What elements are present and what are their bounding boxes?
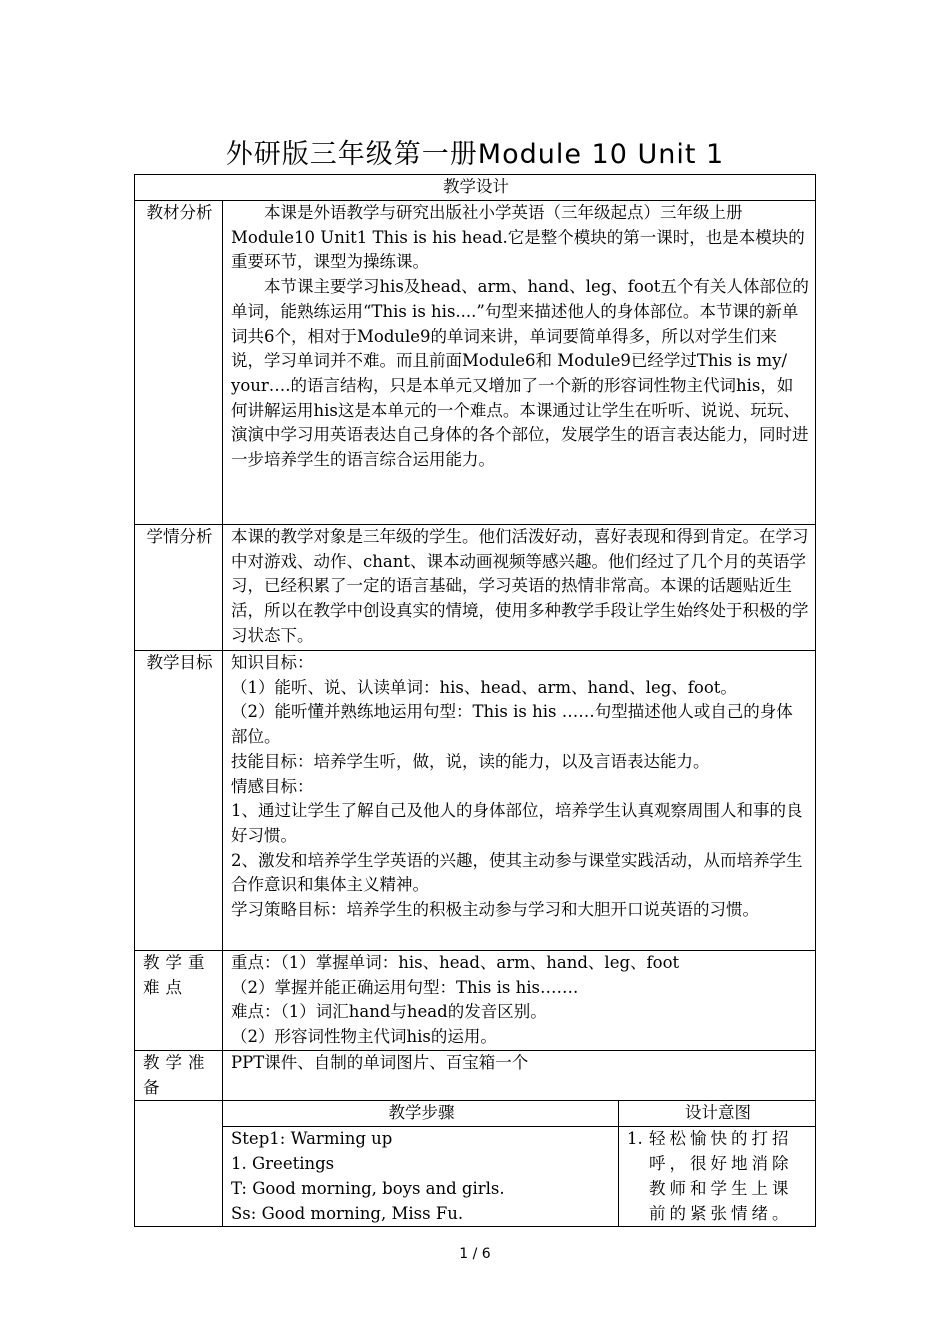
textbook-analysis-content [223,201,816,525]
step-line: T: Good morning, boys and girls. [231,1178,505,1198]
row-label-textbook-analysis: 教材分析 [135,201,223,525]
teaching-goals-content [223,651,816,951]
paragraph: 本课是外语教学与研究出版社小学英语（三年级起点）三年级上册Module10 Unit1 This is his head.它是整个模块的第一课时，也是本模块的重要环节，课型为操练课。 [231,203,805,272]
document-title: 外研版三年级第一册Module 10 Unit 1 [225,139,725,170]
step-line: Ss: Good morning, Miss Fu. [231,1203,464,1223]
goal-line: 情感目标： [231,776,314,796]
key-point-line: 重点：（1）掌握单词：his、head、arm、hand、leg、foot [231,953,680,972]
paragraph: 本课的教学对象是三年级的学生。他们活泼好动，喜好表现和得到肯定。在学习中对游戏、动作、chant、课本动画视频等感兴趣。他们经过了几个月的英语学习，已经积累了一定的语言基础，学习英语的热情非常高。本课的话题贴近生活，所以在教学中创设真实的情境，使用多种教学手段让学生始终处于积极的学习状态下。 [231,527,809,645]
page-number: 1 / 6 [459,1246,491,1262]
key-point-line: （2）掌握并能正确运用句型：This is his……. [231,977,579,997]
empty-cell [135,1101,223,1227]
goal-line: 学习策略目标：培养学生的积极主动参与学习和大胆开口说英语的习惯。 [231,900,759,920]
goal-line: （1）能听、说、认读单词：his、head、arm、hand、leg、foot。 [231,677,737,697]
paragraph: 本节课主要学习his及head、arm、hand、leg、foot五个有关人体部位的单词，能熟练运用“This is his....”句型来描述他人的身体部位。本节课的新单词共6个，相对于Module9的单词来讲，单词要简单得多，所以对学生们来说，学习单词并不难。而且前面Module6和 Module9已经学过This is my/ your….的语言结构，只是本单元又增加了一个新的形容词性物主代词his，如何讲解运用his这是本单元的一个难点。本课通过让学生在听听、说说、玩玩、演演中学习用英语表达自己身体的各个部位，发展学生的语言表达能力，同时进一步培养学生的语言综合运用能力。 [231,277,809,470]
goal-line: 1、通过让学生了解自己及他人的身体部位，培养学生认真观察周围人和事的良好习惯。 [231,801,803,845]
row-label-student-analysis: 学情分析 [135,525,223,651]
step-line: Step1: Warming up [231,1129,393,1149]
intent-text: 轻松愉快的打招呼，很好地消除教师和学生上课前的紧张情绪。 [649,1129,793,1223]
goal-line: 2、激发和培养学生学英语的兴趣，使其主动参与课堂实践活动，从而培养学生合作意识和集体主义精神。 [231,850,803,895]
key-point-line: （2）形容词性物主代词his的运用。 [231,1027,497,1047]
row-label-key-points: 教学重难点 [135,951,223,1051]
lesson-plan-table [134,174,816,1227]
preparation-content [223,1051,816,1101]
goal-line: 技能目标：培养学生听，做，说，读的能力，以及言语表达能力。 [231,751,710,771]
intent-number: 1. [627,1129,643,1149]
student-analysis-content [223,525,816,651]
goal-line: 知识目标： [231,653,314,672]
key-points-content [223,951,816,1051]
steps-content [223,1127,619,1227]
step-line: 1. Greetings [231,1154,335,1174]
row-label-preparation: 教学准备 [135,1051,223,1101]
goal-line: （2）能听懂并熟练地运用句型：This is his ……句型描述他人或自己的身体部位。 [231,702,793,747]
table-header: 教学设计 [135,175,816,201]
intent-header: 设计意图 [619,1101,816,1127]
preparation-line: PPT课件、自制的单词图片、百宝箱一个 [231,1053,529,1072]
steps-header: 教学步骤 [223,1101,619,1127]
key-point-line: 难点：（1）词汇hand与head的发音区别。 [231,1002,547,1022]
intent-content [619,1127,816,1227]
row-label-teaching-goals: 教学目标 [135,651,223,951]
